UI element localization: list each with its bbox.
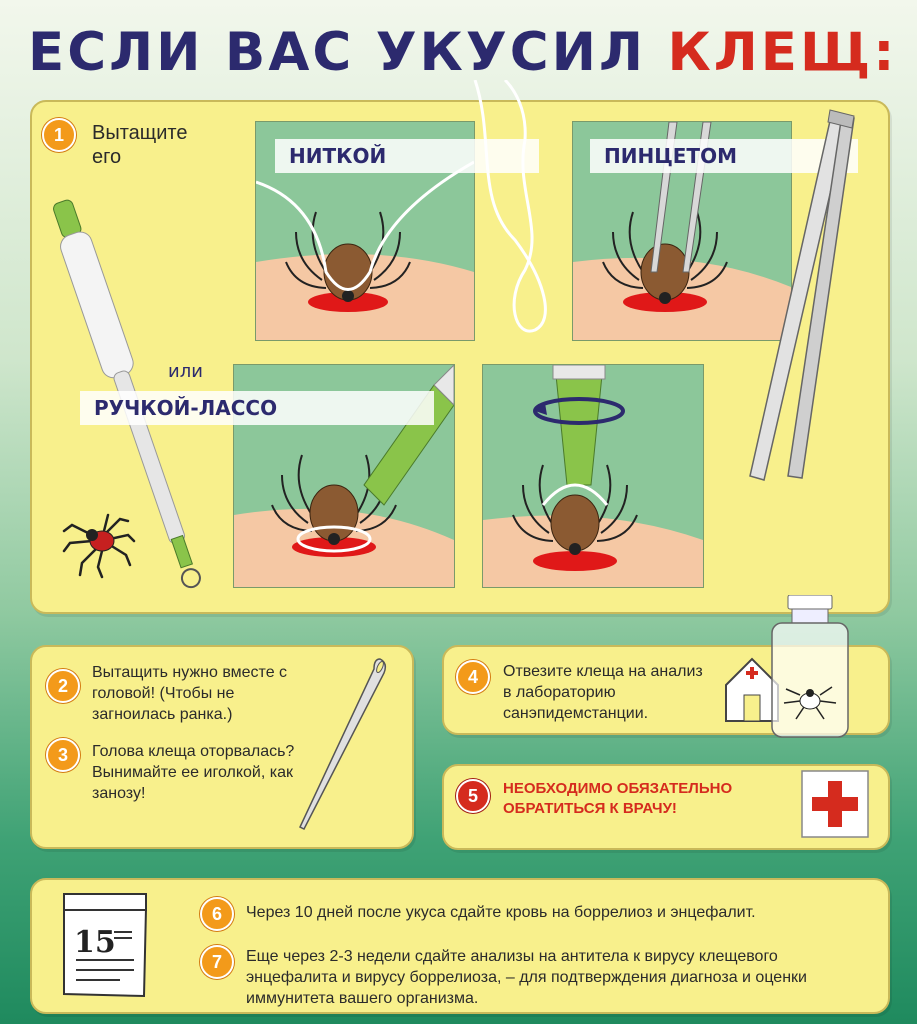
step2-badge: 2 — [46, 669, 80, 703]
title-main: ЕСЛИ ВАС УКУСИЛ — [28, 22, 647, 83]
step2-text: Вытащить нужно вместе с головой! (Чтобы не загноилась ранка.) — [92, 664, 288, 723]
step3-badge: 3 — [46, 738, 80, 772]
jar-icon — [770, 595, 850, 740]
step1-badge: 1 — [42, 118, 76, 152]
or-label: или — [168, 361, 203, 382]
step5-text: НЕОБХОДИМО ОБЯЗАТЕЛЬНО ОБРАТИТЬСЯ К ВРАЧУ! — [503, 780, 733, 817]
tweezers-icon — [742, 108, 862, 488]
lasso-label: РУЧКОЙ-ЛАССО — [80, 391, 434, 425]
step6-badge: 6 — [200, 897, 234, 931]
needle-icon — [296, 655, 392, 835]
tick-icon — [62, 505, 137, 580]
thread-icon — [455, 80, 565, 340]
thread-label: НИТКОЙ — [275, 139, 539, 173]
step3-text: Голова клеща оторвалась? Вынимайте ее иголкой, как занозу! — [92, 743, 295, 802]
title-accent: КЛЕЩ: — [667, 22, 898, 83]
step1-text: Вытащите его — [92, 122, 188, 168]
step5-badge: 5 — [456, 779, 490, 813]
step7-text: Еще через 2-3 недели сдайте анализы на антитела к вирусу клещевого энцефалита и вирусу боррелиоза, – для подтверждения диагноза и оценки иммунитета вашего организма. — [246, 948, 807, 1007]
tweezers-label: ПИНЦЕТОМ — [590, 139, 858, 173]
calendar-day: 15 — [74, 925, 116, 960]
step6-text: Через 10 дней после укуса сдайте кровь на боррелиоз и энцефалит. — [246, 904, 756, 921]
lasso-scene-2 — [482, 364, 704, 588]
step4-text: Отвезите клеща на анализ в лабораторию санэпидемстанции. — [503, 663, 703, 722]
step4-badge: 4 — [456, 660, 490, 694]
red-cross-icon — [800, 769, 870, 839]
step7-badge: 7 — [200, 945, 234, 979]
